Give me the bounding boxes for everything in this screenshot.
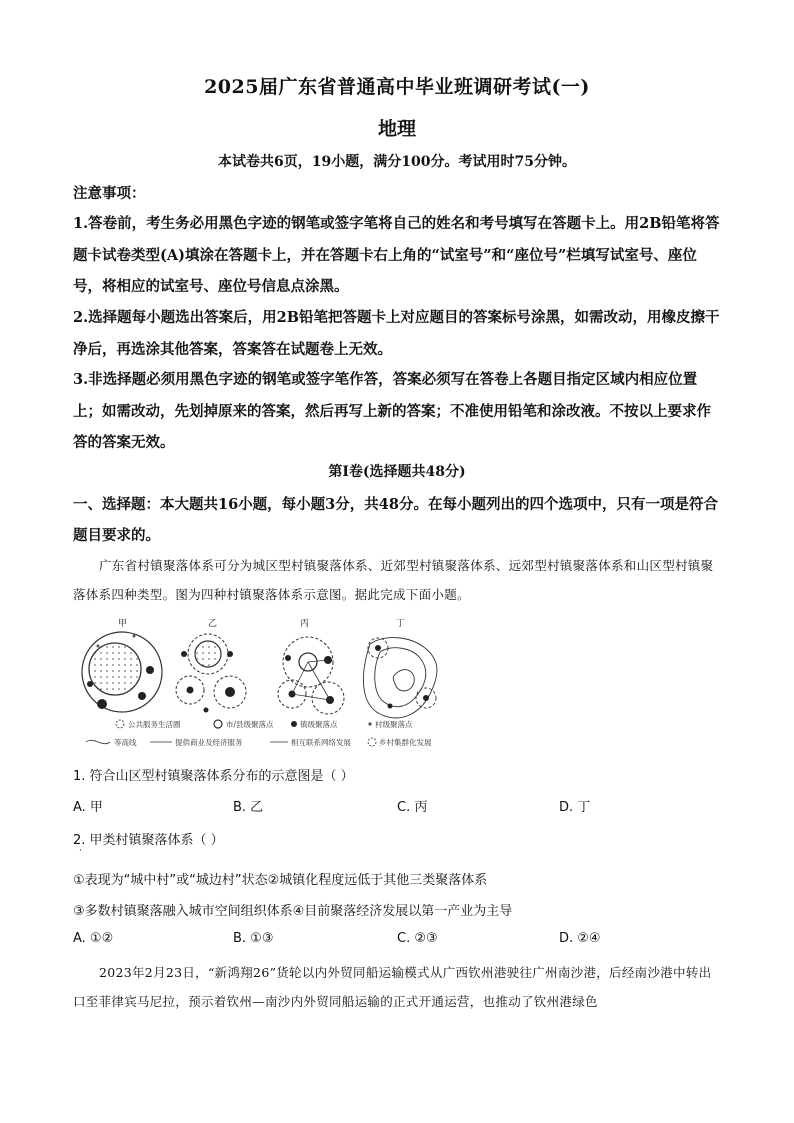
exam-meta: 本试卷共6页，19小题，满分100分。考试用时75分钟。 bbox=[218, 154, 576, 170]
question-2-options bbox=[73, 931, 673, 949]
section-title: 第Ⅰ卷(选择题共48分) bbox=[328, 464, 466, 480]
mc-heading: 一、选择题：本大题共16小题，每小题3分，共48分。在每小题列出的四个选项中，只有一项是符合题目要求的。 bbox=[73, 496, 718, 544]
question-2-stem: 2. 甲类村镇聚落体系（ ） bbox=[73, 833, 224, 848]
exam-subject: 地理 bbox=[377, 118, 416, 140]
q2-statement-1: ①表现为“城中村”或“城边村”状态②城镇化程度远低于其他三类聚落体系 bbox=[73, 873, 488, 888]
legend-service-circle: 公共服务生活圈 bbox=[128, 720, 181, 729]
legend-village-node: 村级聚落点 bbox=[375, 720, 413, 729]
legend-service-flow: 提供商业及经济服务 bbox=[175, 738, 243, 747]
question-1-stem: 1. 符合山区型村镇聚落体系分布的示意图是（ ） bbox=[73, 769, 354, 784]
question-1-options bbox=[73, 796, 673, 814]
q2-statement-2: ③多数村镇聚落融入城市空间组织体系④目前聚落经济发展以第一产业为主导 bbox=[73, 904, 513, 919]
q2-option-b[interactable]: B. ①③ bbox=[233, 931, 274, 946]
notice-item-2: 2.选择题每小题选出答案后，用2B铅笔把答题卡上对应题目的答案标号涂黑，如需改动，用橡皮擦干净后，再选涂其他答案，答案答在试题卷上无效。 bbox=[73, 309, 720, 358]
legend-contour: 等高线 bbox=[114, 738, 137, 747]
panel-jia bbox=[82, 632, 162, 712]
q1-option-c[interactable]: C. 丙 bbox=[397, 800, 428, 815]
panel-bing bbox=[278, 637, 344, 714]
notice-heading: 注意事项： bbox=[73, 185, 146, 202]
passage-2: 2023年2月23日，“新鸿翔26”货轮以内外贸同船运输模式从广西钦州港驶往广州南沙港，后经南沙港中转出口至菲律宾马尼拉，预示着钦州—南沙内外贸同船运输的正式开通运营，也推动了钦州港绿色 bbox=[73, 965, 712, 1009]
legend-city-node: 市/县级聚落点 bbox=[226, 720, 274, 729]
settlement-diagram bbox=[80, 614, 456, 752]
panel-ding bbox=[363, 638, 437, 718]
panel-label-bing: 丙 bbox=[300, 619, 310, 629]
q1-option-a[interactable]: A. 甲 bbox=[73, 800, 103, 815]
panel-label-ding: 丁 bbox=[396, 619, 406, 629]
notice-item-1: 1.答卷前，考生务必用黑色字迹的钢笔或签字笔将自己的姓名和考号填写在答题卡上。用2B铅笔将答题卡试卷类型(A)填涂在答题卡上，并在答题卡右上角的“试室号”和“座位号”栏填写试室号、座位号，将相应的试室号、座位号信息点涂黑。 bbox=[73, 215, 720, 295]
q2-marker: · bbox=[79, 846, 82, 856]
q2-option-a[interactable]: A. ①② bbox=[73, 931, 114, 946]
q1-option-d[interactable]: D. 丁 bbox=[559, 800, 591, 815]
figure-legend bbox=[86, 719, 432, 747]
q2-option-c[interactable]: C. ②③ bbox=[397, 931, 438, 946]
legend-cluster: 乡村集群化发展 bbox=[379, 738, 432, 747]
q1-option-b[interactable]: B. 乙 bbox=[233, 800, 264, 815]
q2-option-d[interactable]: D. ②④ bbox=[559, 931, 601, 946]
legend-network: 相互联系网络发展 bbox=[291, 738, 351, 747]
panel-label-yi: 乙 bbox=[208, 619, 218, 629]
panel-yi bbox=[176, 634, 246, 713]
notice-item-3: 3.非选择题必须用黑色字迹的钢笔或签字笔作答，答案必须写在答卷上各题目指定区域内相应位置上；如需改动，先划掉原来的答案，然后再写上新的答案；不准使用铅笔和涂改液。不按以上要求作答的答案无效。 bbox=[73, 371, 711, 451]
legend-town-node: 镇级聚落点 bbox=[300, 720, 338, 729]
panel-label-jia: 甲 bbox=[118, 619, 128, 629]
passage-1: 广东省村镇聚落体系可分为城区型村镇聚落体系、近郊型村镇聚落体系、远郊型村镇聚落体系和山区型村镇聚落体系四种类型。图为四种村镇聚落体系示意图。据此完成下面小题。 bbox=[73, 558, 714, 602]
exam-title: 2025届广东省普通高中毕业班调研考试(一) bbox=[204, 76, 590, 98]
